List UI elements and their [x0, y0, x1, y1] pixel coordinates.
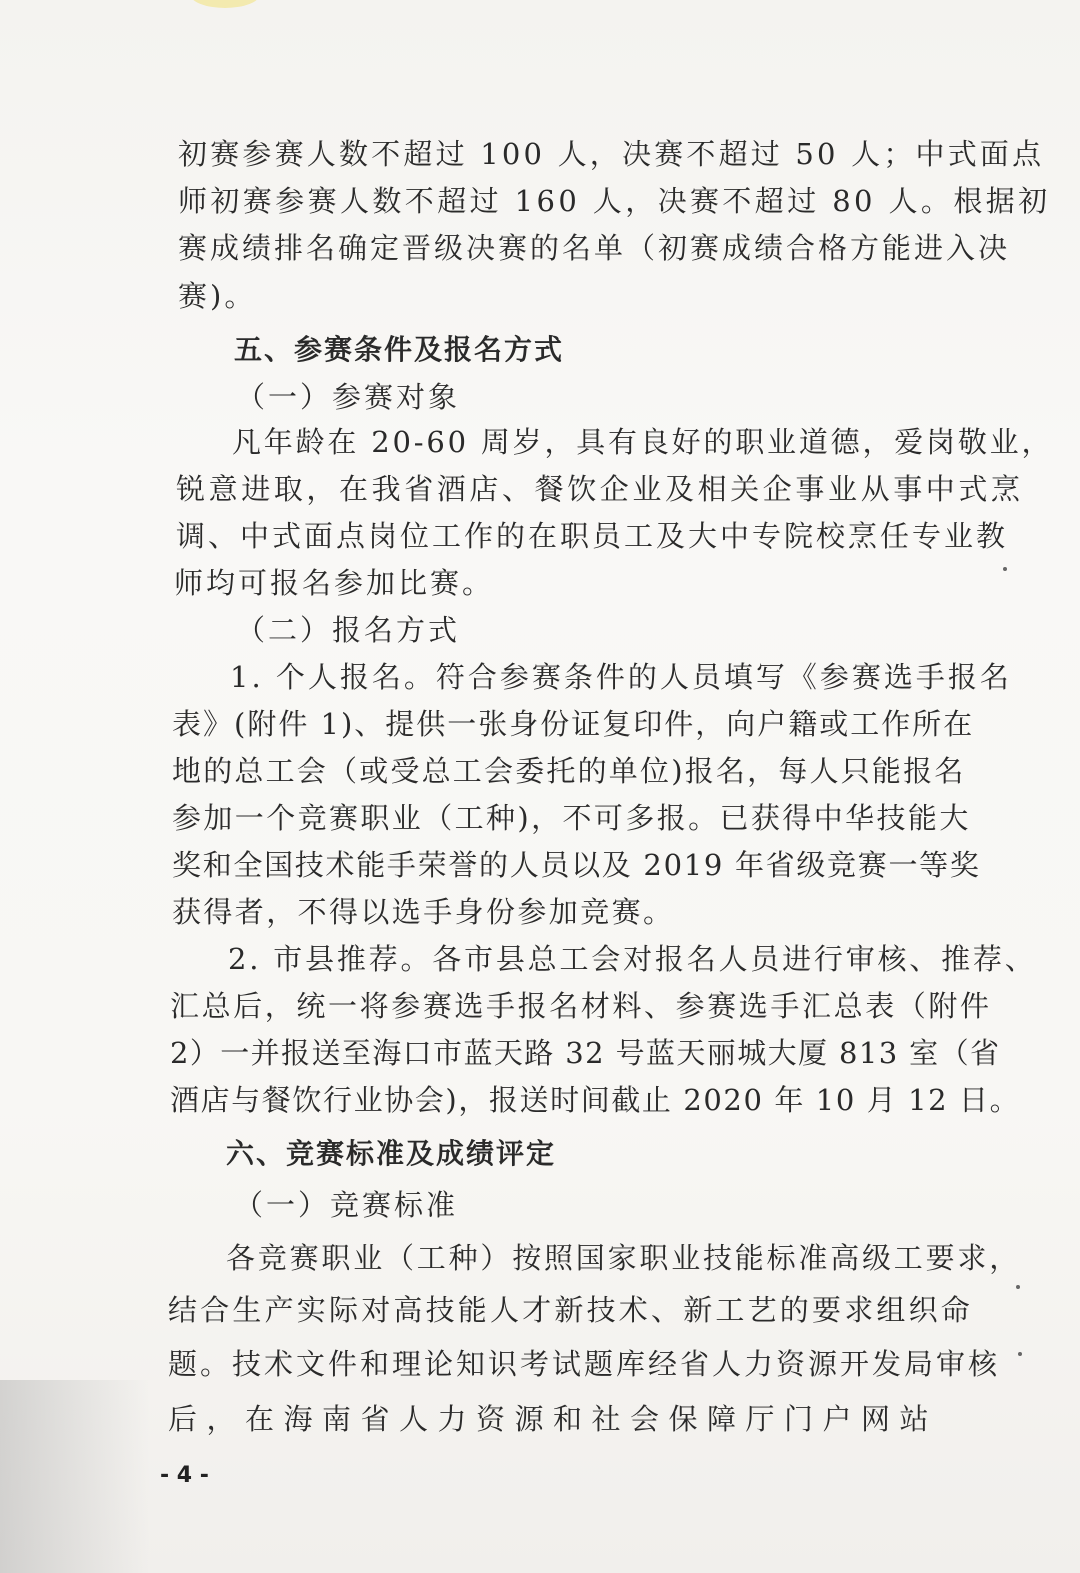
subsection-heading: （一）竞赛标准	[234, 1188, 459, 1222]
body-line: 调、中式面点岗位工作的在职员工及大中专院校烹任专业教	[176, 519, 1009, 553]
section-heading: 五、参赛条件及报名方式	[234, 333, 565, 366]
page-shadow	[0, 1380, 150, 1573]
body-line: 凡年龄在 20-60 周岁，具有良好的职业道德，爱岗敬业，	[232, 425, 1054, 459]
body-line: 2）一并报送至海口市蓝天路 32 号蓝天丽城大厦 813 室（省	[170, 1036, 1001, 1070]
body-line: 奖和全国技术能手荣誉的人员以及 2019 年省级竞赛一等奖	[172, 848, 981, 882]
body-line: 锐意进取，在我省酒店、餐饮企业及相关企事业从事中式烹	[176, 472, 1024, 506]
body-line: 题。技术文件和理论知识考试题库经省人力资源开发局审核	[168, 1347, 1001, 1381]
dust-speck	[1003, 567, 1007, 571]
page-number: - 4 -	[160, 1463, 209, 1488]
body-line: 赛成绩排名确定晋级决赛的名单（初赛成绩合格方能进入决	[178, 231, 1011, 265]
subsection-heading: （一）参赛对象	[236, 380, 461, 414]
dust-speck	[1016, 1285, 1020, 1289]
dust-speck	[1018, 1352, 1022, 1356]
body-line: 后，在海南省人力资源和社会保障厅门户网站	[168, 1402, 939, 1436]
body-line: 各竞赛职业（工种）按照国家职业技能标准高级工要求，	[226, 1241, 1022, 1275]
body-line: 师均可报名参加比赛。	[174, 566, 495, 600]
body-line: 赛)。	[178, 279, 257, 313]
body-line: 表》(附件 1)、提供一张身份证复印件，向户籍或工作所在	[172, 707, 975, 741]
body-line: 参加一个竞赛职业（工种)，不可多报。已获得中华技能大	[172, 801, 971, 835]
body-line: 1. 个人报名。符合参赛条件的人员填写《参赛选手报名	[230, 660, 1012, 694]
body-line: 结合生产实际对高技能人才新技术、新工艺的要求组织命	[168, 1293, 974, 1327]
body-line: 地的总工会（或受总工会委托的单位)报名，每人只能报名	[172, 754, 966, 788]
light-glare	[190, 0, 260, 8]
section-heading: 六、竞赛标准及成绩评定	[226, 1137, 557, 1170]
body-line: 师初赛参赛人数不超过 160 人，决赛不超过 80 人。根据初	[178, 184, 1051, 218]
body-line: 获得者，不得以选手身份参加竞赛。	[172, 895, 675, 929]
body-line: 汇总后，统一将参赛选手报名材料、参赛选手汇总表（附件	[170, 989, 992, 1023]
subsection-heading: （二）报名方式	[236, 613, 461, 647]
body-line: 酒店与餐饮行业协会)，报送时间截止 2020 年 10 月 12 日。	[170, 1083, 1021, 1117]
body-line: 2. 市县推荐。各市县总工会对报名人员进行审核、推荐、	[228, 942, 1037, 976]
body-line: 初赛参赛人数不超过 100 人，决赛不超过 50 人；中式面点	[178, 137, 1045, 171]
